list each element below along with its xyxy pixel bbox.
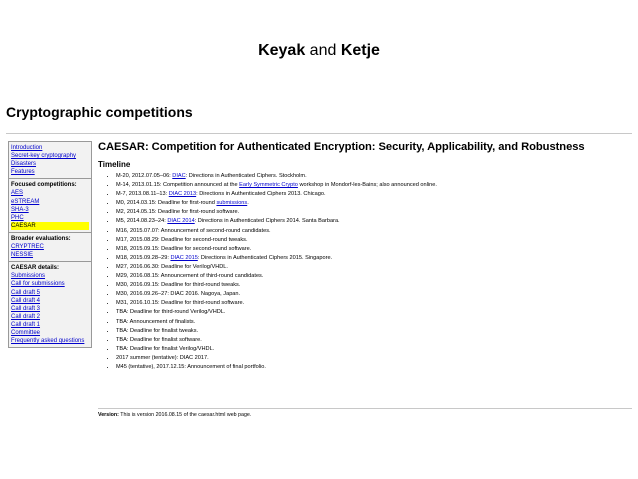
timeline-item	[116, 299, 630, 308]
timeline-link-diac-2015[interactable]: DIAC 2015	[170, 254, 198, 261]
sidebar-group-general	[9, 142, 91, 178]
timeline-text: TBA: Deadline for third-round Verilog/VHDL.	[116, 309, 226, 316]
timeline-link-early-symmetric-crypto[interactable]: Early Symmetric Crypto	[239, 182, 298, 189]
timeline-item	[116, 308, 630, 317]
version-note	[98, 412, 251, 418]
sidebar-heading-focused: Focused competitions:	[11, 182, 77, 189]
timeline-text-after: : Directions in Authenticated Ciphers. Stockholm.	[185, 173, 307, 179]
timeline-text: M30, 2016.09.15: Deadline for third-round tweaks.	[116, 282, 241, 289]
sidebar-group-focused	[9, 178, 91, 232]
timeline-item	[116, 290, 630, 299]
timeline-text: M18, 2015.09.28–29:	[116, 254, 171, 261]
sidebar-group-details	[9, 261, 91, 347]
sidebar-item-secret-key-cryptography[interactable]: Secret-key cryptography	[11, 153, 77, 160]
sidebar-item-call-for-submissions[interactable]: Call for submissions	[11, 281, 65, 288]
timeline-text: M31, 2016.10.15: Deadline for third-round software.	[116, 300, 245, 307]
sidebar-item-caesar[interactable]: CAESAR	[11, 222, 89, 230]
timeline-text: M18, 2015.09.15: Deadline for second-round software.	[116, 245, 252, 252]
timeline-item	[116, 181, 630, 190]
sidebar-item-phc[interactable]: PHC	[11, 214, 24, 221]
timeline-text: M-14, 2013.01.15: Competition announced at the	[116, 182, 240, 189]
timeline-text: M45 (tentative), 2017.12.15: Announcement of final portfolio.	[116, 363, 266, 370]
sidebar-item-call-draft-4[interactable]: Call draft 4	[11, 297, 41, 304]
timeline-text: M-7, 2013.08.11–13:	[116, 191, 169, 198]
timeline-text: M30, 2016.09.26–27: DIAC 2016. Nagoya, Japan.	[116, 291, 241, 298]
slide-title-keyak: Keyak	[258, 42, 306, 59]
timeline-item	[116, 245, 630, 254]
timeline-item	[116, 354, 630, 363]
timeline-link-diac[interactable]: DIAC	[172, 173, 186, 179]
timeline-text: M29, 2016.08.15: Announcement of third-round candidates.	[116, 273, 264, 280]
sidebar-item-call-draft-1[interactable]: Call draft 1	[11, 321, 41, 328]
timeline-link-diac-2013[interactable]: DIAC 2013	[168, 191, 197, 198]
timeline-item	[116, 345, 630, 354]
sidebar-item-estream[interactable]: eSTREAM	[11, 198, 40, 205]
timeline-text-after: .	[247, 200, 249, 207]
timeline-text: M5, 2014.08.23–24:	[116, 218, 168, 225]
sidebar-item-call-draft-5[interactable]: Call draft 5	[11, 289, 41, 296]
sidebar-item-cryptrec[interactable]: CRYPTREC	[11, 244, 44, 251]
sidebar-nav	[8, 141, 92, 348]
timeline-item	[116, 281, 630, 290]
timeline-text-after: : Directions in Authenticated Ciphers 2014. Santa Barbara.	[194, 218, 340, 225]
timeline-item	[116, 190, 630, 199]
sidebar-item-committee[interactable]: Committee	[11, 329, 41, 336]
sidebar-item-sha-3[interactable]: SHA-3	[11, 206, 29, 213]
timeline-text: M16, 2015.07.07: Announcement of second-round candidates.	[116, 227, 271, 234]
sidebar-group-broader	[9, 232, 91, 261]
timeline-item	[116, 263, 630, 272]
version-text: This is version 2016.08.15 of the caesar.html web page.	[118, 412, 252, 418]
timeline-text: TBA: Deadline for finalist tweaks.	[116, 327, 199, 334]
page-heading: Cryptographic competitions	[6, 104, 193, 120]
timeline-text: TBA: Deadline for finalist software.	[116, 336, 202, 343]
timeline-text: 2017 summer (tentative): DIAC 2017.	[116, 354, 209, 361]
sidebar-item-nessie[interactable]: NESSIE	[11, 252, 34, 259]
timeline-item	[116, 318, 630, 327]
sidebar-item-disasters[interactable]: Disasters	[11, 161, 37, 168]
page-title: CAESAR: Competition for Authenticated Encryption: Security, Applicability, and Robustness	[98, 141, 585, 153]
timeline-text: M17, 2015.08.29: Deadline for second-round tweaks.	[116, 236, 248, 243]
sidebar-item-call-draft-2[interactable]: Call draft 2	[11, 313, 41, 320]
timeline-link-submissions[interactable]: submissions	[216, 200, 248, 207]
timeline-text: M27, 2016.06.30: Deadline for Verilog/VHDL.	[116, 263, 228, 270]
sidebar-heading-broader: Broader evaluations:	[11, 235, 71, 242]
top-divider	[6, 133, 632, 134]
timeline-item	[116, 254, 630, 263]
sidebar-item-aes[interactable]: AES	[11, 190, 24, 197]
timeline-item	[116, 272, 630, 281]
sidebar-item-submissions[interactable]: Submissions	[11, 273, 46, 280]
timeline-text-after: : Directions in Authenticated Ciphers 2015. Singapore.	[197, 254, 333, 261]
slide-title	[0, 42, 638, 60]
timeline-heading: Timeline	[98, 160, 131, 169]
sidebar-item-frequently-asked-questions[interactable]: Frequently asked questions	[11, 338, 85, 345]
timeline-item	[116, 227, 630, 236]
sidebar-item-introduction[interactable]: Introduction	[11, 145, 43, 151]
timeline-item	[116, 172, 630, 181]
timeline-item	[116, 208, 630, 217]
timeline-item	[116, 327, 630, 336]
timeline-text: M2, 2014.05.15: Deadline for first-round software.	[116, 209, 240, 216]
sidebar-heading-details: CAESAR details:	[11, 265, 60, 272]
timeline-text: M0, 2014.03.15: Deadline for first-round	[116, 200, 217, 207]
timeline-item	[116, 199, 630, 208]
timeline-text: TBA: Announcement of finalists.	[116, 318, 196, 325]
timeline-list	[98, 172, 630, 372]
timeline-item	[116, 336, 630, 345]
sidebar-item-features[interactable]: Features	[11, 169, 35, 176]
slide-title-and: and	[305, 42, 341, 59]
timeline-text: M-20, 2012.07.05–06:	[116, 173, 173, 179]
timeline-link-diac-2014[interactable]: DIAC 2014	[167, 218, 195, 225]
version-label: Version:	[98, 412, 119, 418]
slide-title-ketje: Ketje	[340, 42, 380, 59]
footer-divider	[98, 408, 632, 409]
timeline-text-after: workshop in Mondorf-les-Bains; also announced online.	[297, 182, 437, 189]
timeline-item	[116, 217, 630, 226]
timeline-text: TBA: Deadline for finalist Verilog/VHDL.	[116, 345, 215, 352]
timeline-item	[116, 363, 630, 372]
timeline-item	[116, 236, 630, 245]
timeline-text-after: : Directions in Authenticated Ciphers 2013. Chicago.	[196, 191, 326, 198]
main-content	[98, 141, 630, 372]
sidebar-item-call-draft-3[interactable]: Call draft 3	[11, 305, 41, 312]
